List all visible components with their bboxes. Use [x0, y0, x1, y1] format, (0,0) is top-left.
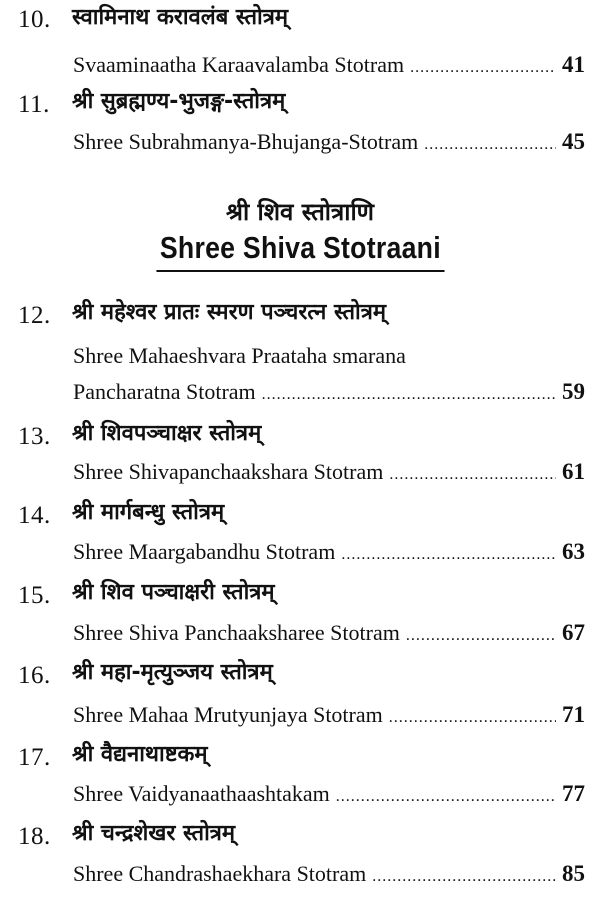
entry-number: 18.: [18, 823, 51, 850]
entry-title-hindi: श्री मार्गबन्धु स्तोत्रम्: [72, 500, 225, 525]
entry-title-hindi: श्री सुब्रह्मण्य-भुजङ्ग-स्तोत्रम्: [72, 89, 286, 114]
entry-page-number: 67: [562, 620, 585, 645]
entry-page-number: 45: [562, 129, 585, 154]
entry-title-hindi: श्री चन्द्रशेखर स्तोत्रम्: [72, 821, 236, 846]
entry-title-english: Shree Mahaa Mrutyunjaya Stotram: [73, 702, 383, 727]
entry-title-english: Shree Mahaeshvara Praataha smarana: [73, 343, 406, 368]
entry-title-english: Shree Shivapanchaakshara Stotram: [73, 459, 384, 484]
toc-entry-line[interactable]: [73, 128, 585, 159]
section-heading-hindi: श्री शिव स्तोत्राणि: [225, 198, 375, 226]
entry-title-hindi: श्री शिव पञ्चाक्षरी स्तोत्रम्: [72, 580, 275, 605]
entry-number: 16.: [18, 662, 51, 689]
entry-title-hindi: श्री वैद्यनाथाष्टकम्: [72, 742, 208, 767]
entry-page-number: 85: [562, 861, 585, 886]
entry-page-number: 63: [562, 539, 585, 564]
entry-number: 15.: [18, 582, 51, 609]
entry-number: 11.: [18, 91, 50, 118]
dot-leader: [341, 541, 556, 569]
toc-entry-line[interactable]: [73, 780, 585, 811]
entry-title-english: Shree Shiva Panchaaksharee Stotram: [73, 620, 400, 645]
dot-leader: [262, 381, 556, 409]
entry-number: 14.: [18, 502, 51, 529]
dot-leader: [389, 461, 556, 489]
entry-title-english: Shree Maargabandhu Stotram: [73, 539, 336, 564]
entry-title-english: Shree Chandrashaekhara Stotram: [73, 861, 367, 886]
toc-entry-line[interactable]: [73, 619, 585, 650]
entry-title-hindi: श्री महेश्वर प्रातः स्मरण पञ्चरत्न स्तोत्रम्: [72, 300, 387, 325]
entry-page-number: 41: [562, 52, 585, 77]
entry-title-english: Svaaminaatha Karaavalamba Stotram: [73, 52, 405, 77]
toc-entry-line[interactable]: [73, 458, 585, 489]
entry-page-number: 77: [562, 781, 585, 806]
section-heading-english-text: Shree Shiva Stotraani: [156, 228, 444, 272]
entry-title-hindi: श्री शिवपञ्चाक्षर स्तोत्रम्: [72, 421, 262, 446]
dot-leader: [410, 54, 556, 82]
dot-leader: [372, 863, 556, 891]
toc-entry-line[interactable]: [73, 538, 585, 569]
entry-page-number: 59: [562, 379, 585, 404]
dot-leader: [336, 783, 556, 811]
entry-number: 13.: [18, 423, 51, 450]
toc-entry-line[interactable]: [73, 378, 585, 409]
entry-title-hindi: श्री महा-मृत्युञ्जय स्तोत्रम्: [72, 660, 273, 685]
dot-leader: [424, 131, 556, 159]
entry-number: 17.: [18, 744, 51, 771]
entry-title-english: Shree Vaidyanaathaashtakam: [73, 781, 330, 806]
toc-entry-line[interactable]: [73, 860, 585, 891]
dot-leader: [406, 622, 556, 650]
entry-page-number: 71: [562, 702, 585, 727]
entry-number: 12.: [18, 302, 51, 329]
section-heading-english: [0, 228, 600, 274]
entry-title-english-cont: Pancharatna Stotram: [73, 379, 256, 404]
toc-entry-line[interactable]: [73, 51, 585, 82]
entry-page-number: 61: [562, 459, 585, 484]
toc-entry-line[interactable]: [73, 701, 585, 732]
entry-title-english: Shree Subrahmanya-Bhujanga-Stotram: [73, 129, 419, 154]
entry-title-hindi: स्वामिनाथ करावलंब स्तोत्रम्: [72, 5, 289, 30]
entry-number: 10.: [18, 6, 51, 33]
dot-leader: [389, 704, 556, 732]
